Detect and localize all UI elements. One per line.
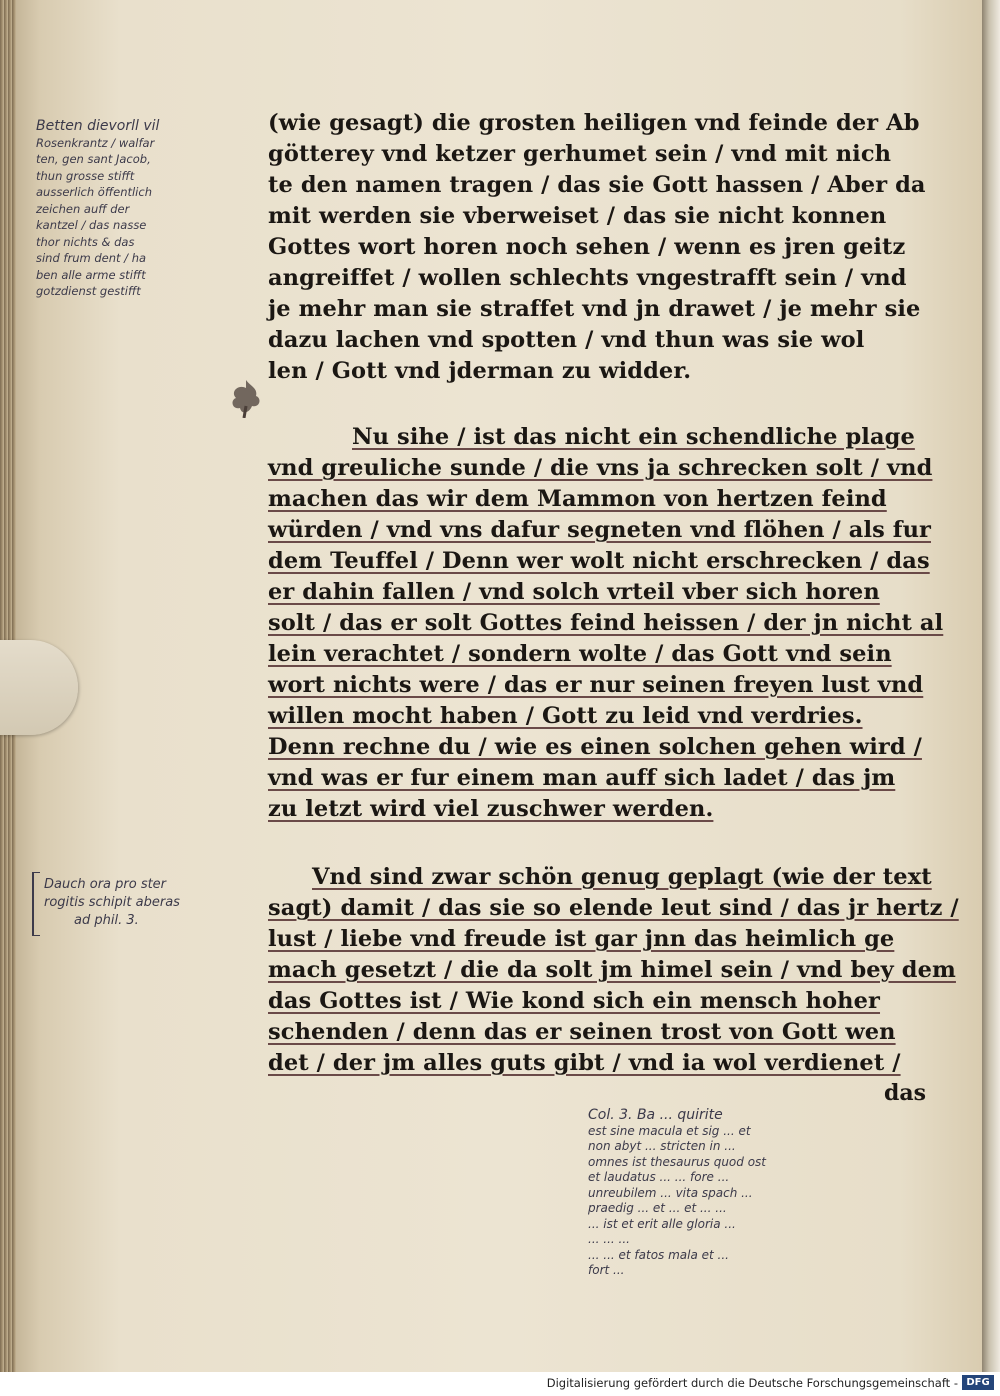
text-line: zu letzt wird viel zuschwer werden. <box>268 796 714 822</box>
text-line: willen mocht haben / Gott zu leid vnd verdries. <box>268 703 863 729</box>
text-line: Vnd sind zwar schön genug geplagt (wie der text <box>312 864 932 890</box>
margin-note-line: praedig ... et ... et ... ... <box>588 1201 727 1215</box>
funding-credit: Digitalisierung gefördert durch die Deutsche Forschungsgemeinschaft - <box>546 1376 958 1390</box>
margin-note-line: gotzdienst gestifft <box>36 284 141 298</box>
text-line: Gottes wort horen noch sehen / wenn es jren geitz <box>268 234 906 260</box>
text-line: dazu lachen vnd spotten / vnd thun was sie wol <box>268 327 865 353</box>
page-clip-tab <box>0 640 78 735</box>
margin-note-line: Betten dievorll vil <box>36 118 160 134</box>
text-line: das Gottes ist / Wie kond sich ein mensch hoher <box>268 988 881 1014</box>
margin-note-line: est sine macula et sig ... et <box>588 1123 751 1138</box>
margin-note-line: ausserlich öffentlich <box>36 185 152 199</box>
text-line: len / Gott vnd jderman zu widder. <box>268 358 692 384</box>
text-line: götterey vnd ketzer gerhumet sein / vnd mit nich <box>268 141 892 167</box>
margin-note-line: et laudatus ... ... fore ... <box>588 1170 730 1184</box>
margin-note-1 <box>36 118 159 300</box>
margin-note-line: thor nichts & das <box>36 234 135 249</box>
margin-note-line: Rosenkrantz / walfar <box>36 135 155 150</box>
text-line: sagt) damit / das sie so elende leut sind / das jr hertz / <box>268 895 959 921</box>
printed-paragraph-3 <box>268 862 959 1079</box>
margin-note-line: ad phil. 3. <box>74 913 139 928</box>
text-line: Denn rechne du / wie es einen solchen gehen wird / <box>268 734 922 760</box>
margin-note-line: ... ... ... <box>588 1232 630 1246</box>
margin-note-line: ten, gen sant Jacob, <box>36 152 151 166</box>
text-line: mit werden sie vberweiset / das sie nicht konnen <box>268 203 887 229</box>
text-line: (wie gesagt) die grosten heiligen vnd feinde der Ab <box>268 110 920 136</box>
margin-note-line: rogitis schipit aberas <box>44 895 180 910</box>
text-line: er dahin fallen / vnd solch vrteil vber sich horen <box>268 579 880 605</box>
ink-mark-icon <box>228 378 264 418</box>
text-line: würden / vnd vns dafur segneten vnd flöhen / als fur <box>268 517 931 543</box>
text-line: angreiffet / wollen schlechts vngestrafft sein / vnd <box>268 265 907 291</box>
margin-note-2 <box>44 876 180 930</box>
margin-note-line: ben alle arme stifft <box>36 267 146 282</box>
printed-paragraph-2 <box>268 422 944 825</box>
margin-note-line: ... ist et erit alle gloria ... <box>588 1216 736 1231</box>
margin-note-line: omnes ist thesaurus quod ost <box>588 1154 766 1169</box>
catchword: das <box>884 1080 927 1106</box>
text-line: solt / das er solt Gottes feind heissen / der jn nicht al <box>268 610 944 636</box>
page-edge <box>982 0 1000 1372</box>
text-line: lein verachtet / sondern wolte / das Gott vnd sein <box>268 641 892 667</box>
text-line: vnd greuliche sunde / die vns ja schrecken solt / vnd <box>268 455 933 481</box>
margin-note-line: thun grosse stifft <box>36 168 135 183</box>
margin-note-line: ... ... et fatos mala et ... <box>588 1247 729 1262</box>
margin-note-line: non abyt ... stricten in ... <box>588 1139 736 1153</box>
margin-note-line: unreubilem ... vita spach ... <box>588 1185 753 1200</box>
margin-note-line: zeichen auff der <box>36 201 130 216</box>
margin-note-line: Dauch ora pro ster <box>44 877 167 892</box>
text-line: je mehr man sie straffet vnd jn drawet / je mehr sie <box>268 296 921 322</box>
margin-note-line: sind frum dent / ha <box>36 251 147 265</box>
text-line: machen das wir dem Mammon von hertzen feind <box>268 486 887 512</box>
margin-bracket <box>32 872 40 936</box>
text-line: dem Teuffel / Denn wer wolt nicht erschrecken / das <box>268 548 930 574</box>
margin-note-line: kantzel / das nasse <box>36 218 147 232</box>
margin-note-line: fort ... <box>588 1263 625 1277</box>
text-line: schenden / denn das er seinen trost von Gott wen <box>268 1019 896 1045</box>
text-line: wort nichts were / das er nur seinen freyen lust vnd <box>268 672 924 698</box>
text-line: det / der jm alles guts gibt / vnd ia wol verdienet / <box>268 1050 901 1076</box>
printed-paragraph-1 <box>268 108 940 387</box>
margin-note-3 <box>588 1108 766 1279</box>
dfg-logo: DFG <box>962 1375 994 1390</box>
text-line: vnd was er fur einem man auff sich ladet / das jm <box>268 765 896 791</box>
margin-note-line: Col. 3. Ba ... quirite <box>588 1107 723 1123</box>
text-line: Nu sihe / ist das nicht ein schendliche plage <box>352 424 915 450</box>
text-line: mach gesetzt / die da solt jm himel sein / vnd bey dem <box>268 957 956 983</box>
text-line: lust / liebe vnd freude ist gar jnn das heimlich ge <box>268 926 895 952</box>
text-line: te den namen tragen / das sie Gott hassen / Aber da <box>268 172 926 198</box>
